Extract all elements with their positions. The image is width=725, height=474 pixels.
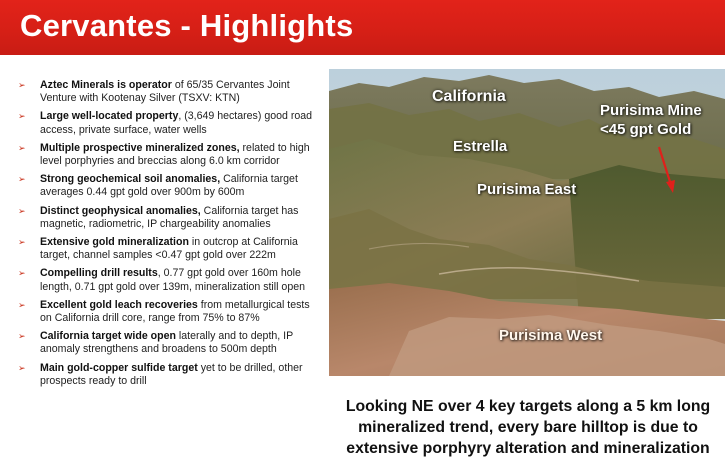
list-item <box>18 142 318 168</box>
arrow-bullet-icon: ➢ <box>18 237 26 248</box>
arrow-bullet-icon: ➢ <box>18 174 26 185</box>
arrow-bullet-icon: ➢ <box>18 80 26 90</box>
bullet-text: laterally and to depth, IP anomaly strengthens and broadens to 500m depth <box>40 330 293 356</box>
arrow-bullet-icon: ➢ <box>18 362 26 373</box>
highlights-list <box>18 79 318 388</box>
photo-caption: Looking NE over 4 key targets along a 5 km long mineralized trend, every bare hilltop is due to extensive porphyry alteration and mineralization <box>345 398 711 457</box>
bullet-text: of 65/35 Cervantes Joint Venture with Kootenay Silver (TSXV: KTN) <box>40 79 290 105</box>
arrow-bullet-icon: ➢ <box>18 111 26 122</box>
bullet-bold-text: Aztec Minerals is operator <box>40 79 172 91</box>
bullet-bold-text: Extensive gold mineralization <box>40 236 189 249</box>
list-item <box>18 362 318 388</box>
list-item <box>18 79 318 105</box>
title-banner <box>0 0 725 55</box>
bullet-text: from metallurgical tests on California drill core, range from 75% to 87% <box>40 298 310 325</box>
landscape-photo <box>329 69 725 376</box>
label-purisima-mine-name: Purisima Mine <box>600 102 702 119</box>
bullet-text: in outcrop at California target, channel samples <0.47 gpt gold over 222m <box>40 236 298 262</box>
bullet-bold-text: California target wide open <box>40 330 176 343</box>
list-item <box>18 205 318 231</box>
label-purisima-east: Purisima East <box>477 181 577 198</box>
label-purisima-west: Purisima West <box>499 327 603 344</box>
label-purisima-mine <box>600 101 702 139</box>
bullet-bold-text: Large well-located property <box>40 110 179 123</box>
bullet-bold-text: Excellent gold leach recoveries <box>40 298 198 311</box>
bullet-bold-text: Distinct geophysical anomalies, <box>40 204 201 217</box>
list-item <box>18 110 318 136</box>
arrow-bullet-icon: ➢ <box>18 331 26 342</box>
bullet-text: , (3,649 hectares) good road access, private surface, water wells <box>40 110 313 136</box>
bullet-text: related to high level porphyries and breccias along 6.0 km corridor <box>40 141 310 168</box>
bullet-text: California target averages 0.44 gpt gold over 900m by 600m <box>40 173 298 199</box>
arrow-bullet-icon: ➢ <box>18 205 26 216</box>
list-item <box>18 330 318 356</box>
bullet-bold-text: Multiple prospective mineralized zones, <box>40 141 240 154</box>
list-item <box>18 236 318 262</box>
bullet-bold-text: Strong geochemical soil anomalies, <box>40 173 221 186</box>
list-item <box>18 267 318 293</box>
bullet-text: California target has magnetic, radiometric, IP chargeability anomalies <box>40 204 299 230</box>
label-estrella: Estrella <box>453 138 508 155</box>
bullet-text: yet to be drilled, other prospects ready to drill <box>40 361 303 387</box>
arrow-bullet-icon: ➢ <box>18 268 26 279</box>
label-purisima-mine-grade: <45 gpt Gold <box>600 121 692 138</box>
slide-title: Cervantes - Highlights <box>20 8 354 43</box>
list-item <box>18 299 318 325</box>
bullet-bold-text: Main gold-copper sulfide target <box>40 361 198 374</box>
label-california: California <box>432 88 506 105</box>
list-item <box>18 173 318 199</box>
bullet-bold-text: Compelling drill results <box>40 267 158 280</box>
arrow-bullet-icon: ➢ <box>18 299 26 310</box>
arrow-bullet-icon: ➢ <box>18 142 26 153</box>
bullet-text: , 0.77 gpt gold over 160m hole length, 0.71 gpt gold over 139m, mineralization still open <box>40 267 306 293</box>
